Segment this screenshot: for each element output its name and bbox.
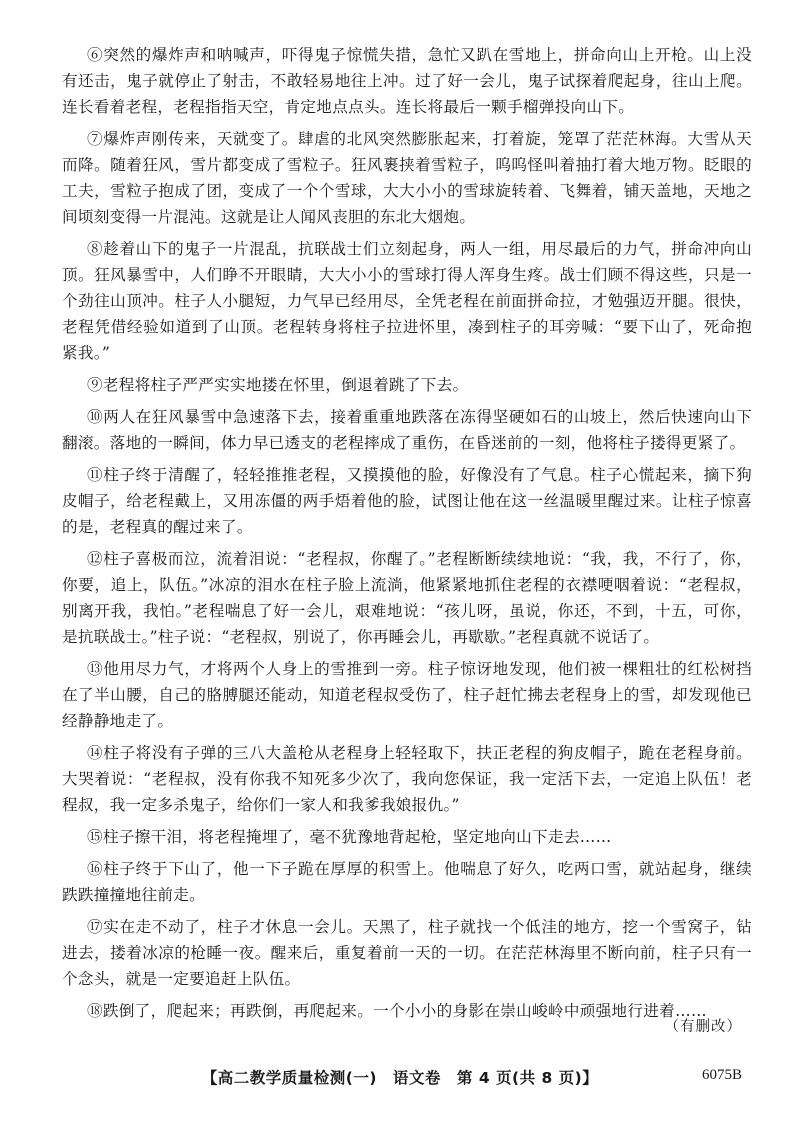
article-body [62,42,752,1030]
paragraph-18: ⑱跌倒了，爬起来；再跌倒，再爬起来。一个小小的身影在崇山峻岭中顽强地行进着…… [87,1002,707,1020]
paragraph-13: ⑬他用尽力气，才将两个人身上的雪推到一旁。柱子惊讶地发现，他们被一棵粗壮的红松树挡在了半山腰，自己的胳膊腿还能动，知道老程叔受伤了，柱子赶忙拂去老程身上的雪，却发现他已经静静地走了。 [62,660,752,730]
paragraph-6: ⑥突然的爆炸声和呐喊声，吓得鬼子惊慌失措，急忙又趴在雪地上，拼命向山上开枪。山上没有还击，鬼子就停止了射击，不敢轻易地往上冲。过了好一会儿，鬼子试探着爬起身，往山上爬。连长看着老程，老程指指天空，肯定地点点头。连长将最后一颗手榴弹投向山下。 [62,46,752,116]
paragraph-17: ⑰实在走不动了，柱子才休息一会儿。天黑了，柱子就找一个低洼的地方，挖一个雪窝子，钻进去，搂着冰凉的枪睡一夜。醒来后，重复着前一天的一切。在茫茫林海里不断向前，柱子只有一个念头，就是一定要追赶上队伍。 [62,918,752,988]
paragraph-11: ⑪柱子终于清醒了，轻轻推推老程，又摸摸他的脸，好像没有了气息。柱子心慌起来，摘下狗皮帽子，给老程戴上，又用冻僵的两手焐着他的脸，试图让他在这一丝温暖里醒过来。让柱子惊喜的是，老程真的醒过来了。 [62,466,752,536]
source-note: （有删改） [664,1019,742,1035]
paragraph-9: ⑨老程将柱子严严实实地搂在怀里，倒退着跳了下去。 [87,376,469,394]
exam-code: 6075B [701,1067,742,1083]
paragraph-14: ⑭柱子将没有子弹的三八大盖枪从老程身上轻轻取下，扶正老程的狗皮帽子，跪在老程身前。大哭着说：“老程叔，没有你我不知死多少次了，我向您保证，我一定活下去，一定追上队伍！老程叔，我一定多杀鬼子，给你们一家人和我爹我娘报仇。” [62,744,752,814]
page-footer [0,1066,800,1096]
paragraph-8: ⑧趁着山下的鬼子一片混乱，抗联战士们立刻起身，两人一组，用尽最后的力气，拼命冲向山顶。狂风暴雪中，人们睁不开眼睛，大大小小的雪球打得人浑身生疼。战士们顾不得这些，只是一个劲往山顶冲。柱子人小腿短，力气早已经用尽，全凭老程在前面拼命拉，才勉强迈开腿。很快，老程凭借经验如道到了山顶。老程转身将柱子拉进怀里，凑到柱子的耳旁喊：“要下山了，死命抱紧我。” [62,240,752,362]
paragraph-12: ⑫柱子喜极而泣，流着泪说：“老程叔，你醒了。”老程断断续续地说：“我，我，不行了，你，你要，追上，队伍。”冰凉的泪水在柱子脸上流淌，他紧紧地抓住老程的衣襟哽咽着说：“老程叔，别离开我，我怕。”老程喘息了好一会儿，艰难地说：“孩儿呀，虽说，你还，不到，十五，可你，是抗联战士。”柱子说：“老程叔，别说了，你再睡会儿，再歇歇。”老程真就不说话了。 [62,550,752,646]
paragraph-15: ⑮柱子擦干泪，将老程掩埋了，毫不犹豫地背起枪，坚定地向山下走去…… [87,828,612,846]
paragraph-7: ⑦爆炸声刚传来，天就变了。肆虐的北风突然膨胀起来，打着旋，笼罩了茫茫林海。大雪从天而降。随着狂风，雪片都变成了雪粒子。狂风裹挟着雪粒子，呜呜怪叫着抽打着大地万物。眨眼的工夫，雪粒子抱成了团，变成了一个个雪球，大大小小的雪球旋转着、飞舞着，铺天盖地，天地之间顷刻变得一片混沌。这就是让人闻风丧胆的东北大烟炮。 [62,130,752,226]
footer-title: 【高二教学质量检测(一) 语文卷 第 4 页(共 8 页)】 [201,1069,599,1087]
paragraph-10: ⑩两人在狂风暴雪中急速落下去，接着重重地跌落在冻得坚硬如石的山坡上，然后快速向山下翻滚。落地的一瞬间，体力早已透支的老程摔成了重伤，在昏迷前的一刻，他将柱子搂得更紧了。 [62,408,752,452]
paragraph-16: ⑯柱子终于下山了，他一下子跪在厚厚的积雪上。他喘息了好久，吃两口雪，就站起身，继续跌跌撞撞地往前走。 [62,860,752,904]
